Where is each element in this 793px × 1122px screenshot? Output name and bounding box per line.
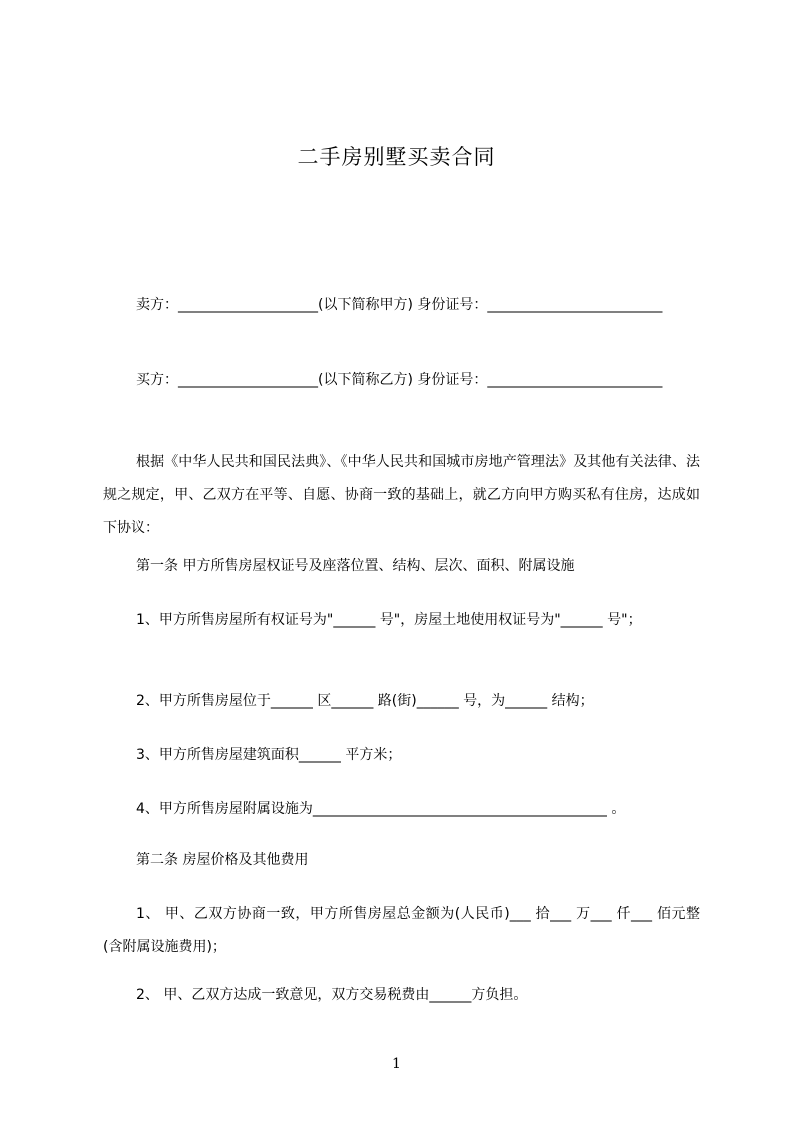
article-2-item-2: 2、 甲、乙双方达成一致意见，双方交易税费由______方负担。 xyxy=(136,987,528,1003)
article-1-title: 第一条 甲方所售房屋权证号及座落位置、结构、层次、面积、附属设施 xyxy=(136,558,575,574)
article-2-title: 第二条 房屋价格及其他费用 xyxy=(136,852,309,868)
article-1-item-3: 3、甲方所售房屋建筑面积______ 平方米； xyxy=(136,747,402,763)
page-title: 二手房别墅买卖合同 xyxy=(297,145,496,169)
article-1-item-4: 4、甲方所售房屋附属设施为__________________________________________ 。 xyxy=(136,801,626,817)
article-2-item-1: 1、 甲、乙双方协商一致，甲方所售房屋总金额为(人民币)___ 拾___ 万___ 仟___ 佰元整(含附属设施费用)； xyxy=(103,906,700,955)
preamble-paragraph: 根据《中华人民共和国民法典》、《中华人民共和国城市房地产管理法》及其他有关法律、法规之规定，甲、乙双方在平等、自愿、协商一致的基础上，就乙方向甲方购买私有住房，达成如下协议： xyxy=(103,454,700,536)
article-1-item-1: 1、甲方所售房屋所有权证号为"______ 号"，房屋土地使用权证号为"______ 号"； xyxy=(136,612,642,628)
buyer-line: 买方：____________________(以下简称乙方) 身份证号：_________________________ xyxy=(136,372,663,388)
page-number: 1 xyxy=(392,1056,401,1072)
article-1-item-2: 2、甲方所售房屋位于______ 区______ 路(街)______ 号，为______ 结构； xyxy=(136,693,594,709)
seller-line: 卖方：____________________(以下简称甲方) 身份证号：_________________________ xyxy=(136,297,663,313)
